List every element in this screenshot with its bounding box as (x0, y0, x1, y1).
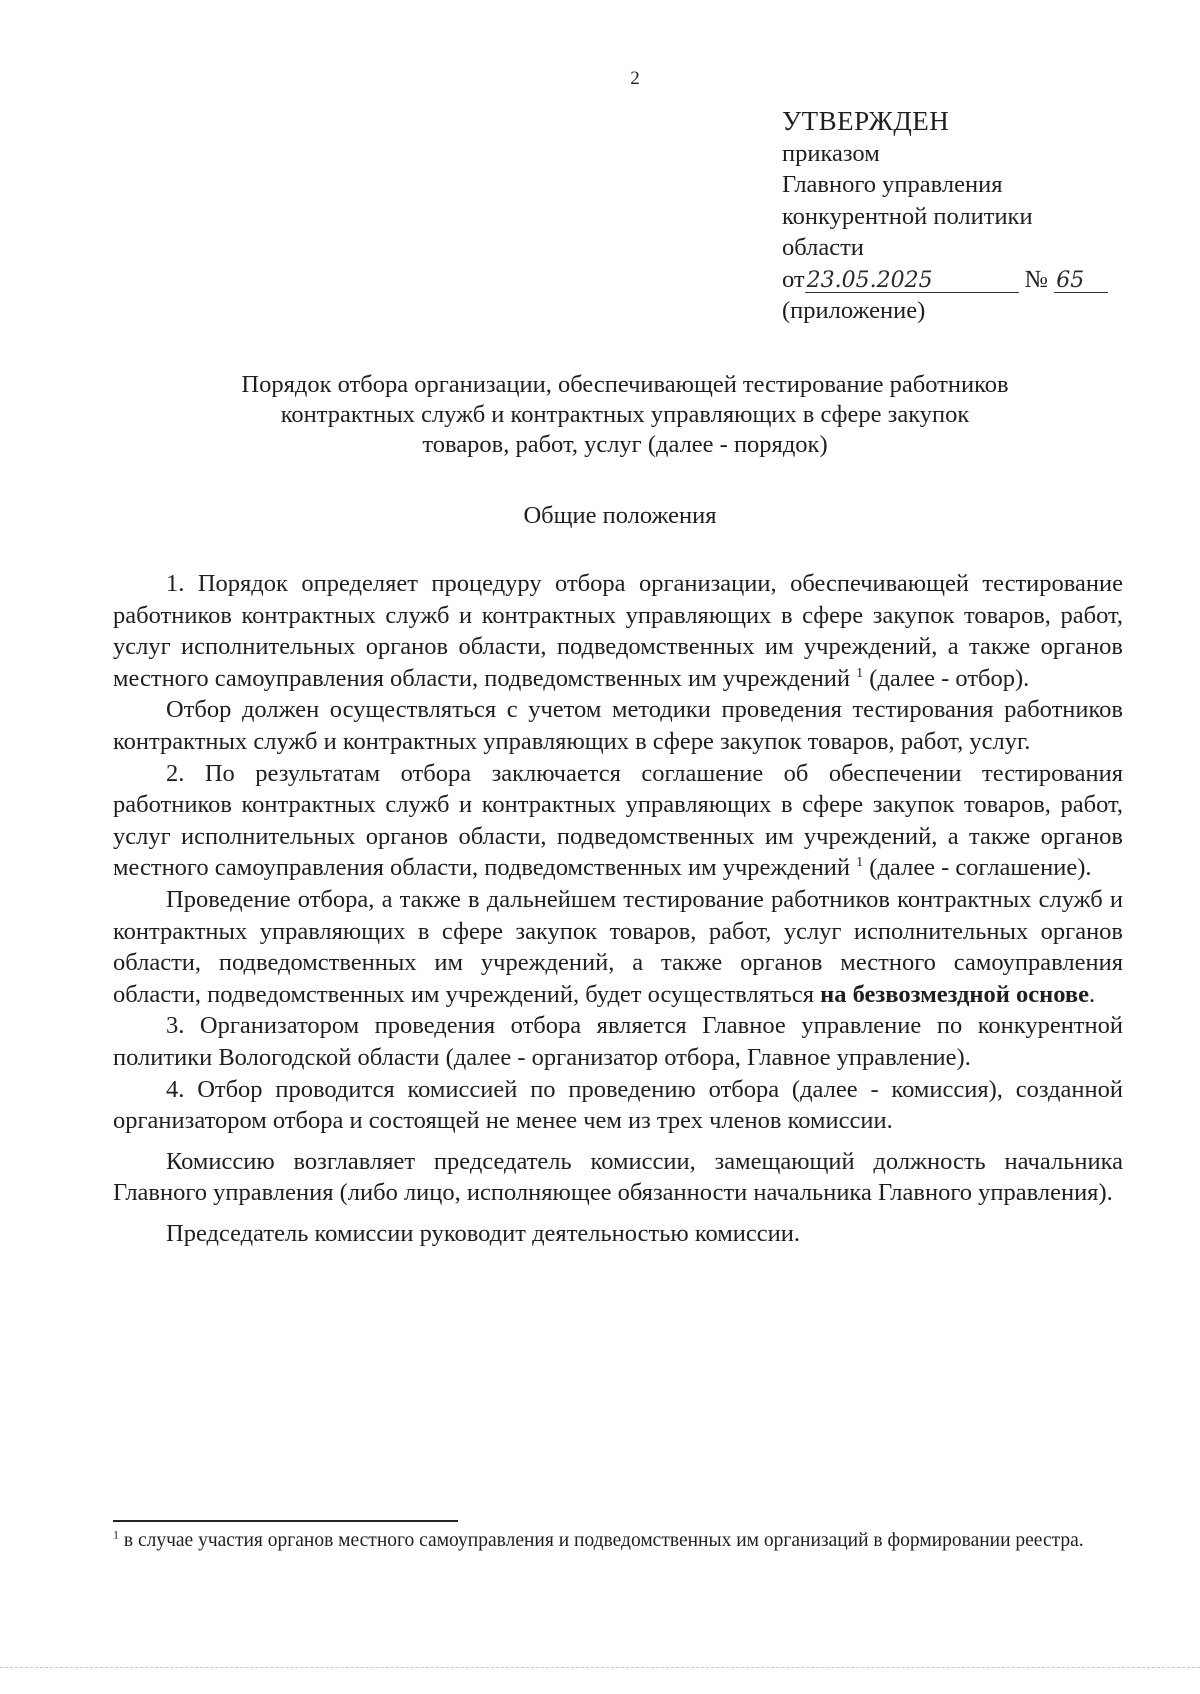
page-number: 2 (630, 68, 640, 89)
approval-heading: УТВЕРЖДЕН (782, 106, 950, 136)
paragraph-4 (113, 884, 1123, 1010)
paragraph-4-tail: . (1089, 980, 1096, 1008)
paragraph-6: 4. Отбор проводится комиссией по проведению отбора (далее - комиссия), созданной организатором отбора и состоящей не менее чем из трех членов комиссии. (113, 1075, 1123, 1135)
paragraph-8: Председатель комиссии руководит деятельностью комиссии. (166, 1219, 800, 1247)
document-title (150, 370, 1100, 460)
footnote-mark: 1 (113, 1527, 119, 1542)
approval-line-4: области (782, 234, 864, 261)
approval-appendix: (приложение) (782, 297, 926, 324)
footnote-ref: 1 (856, 665, 864, 681)
approval-line-2: Главного управления (782, 171, 1003, 198)
approval-stamp-block (782, 106, 1108, 327)
date-prefix: от (782, 265, 805, 293)
approval-date-line (782, 264, 1108, 296)
paragraph-3 (113, 758, 1123, 884)
document-body (113, 568, 1123, 1249)
paragraph-1-text: 1. Порядок определяет процедуру отбора организации, обеспечивающей тестирование работников контрактных служб и контрактных управляющих в сфере закупок товаров, работ, услуг исполнительных органов области, подведомственных им учреждений, а также органов местного самоуправления области, подведомственных им учреждений (113, 570, 1123, 692)
scan-edge-line (0, 1667, 1200, 1668)
paragraph-4-bold: на безвозмездной основе (820, 980, 1090, 1008)
handwritten-number: 65 (1054, 270, 1108, 293)
footnote-ref: 1 (856, 855, 864, 871)
paragraph-7: Комиссию возглавляет председатель комиссии, замещающий должность начальника Главного управления (либо лицо, исполняющее обязанности начальника Главного управления). (113, 1147, 1123, 1207)
approval-line-3: конкурентной политики (782, 202, 1033, 230)
approval-line-1: приказом (782, 139, 880, 167)
number-label: № (1024, 265, 1049, 293)
paragraph-5: 3. Организатором проведения отбора является Главное управление по конкурентной политики Вологодской области (далее - организатор отбора, Главное управление). (113, 1012, 1123, 1071)
footnote-divider (113, 1520, 458, 1522)
paragraph-2: Отбор должен осуществляться с учетом методики проведения тестирования работников контрактных служб и контрактных управляющих в сфере закупок товаров, работ, услуг. (113, 696, 1123, 755)
footnote-text: в случае участия органов местного самоуправления и подведомственных им организаций в формировании реестра. (119, 1530, 1084, 1551)
title-line-2: контрактных служб и контрактных управляющих в сфере закупок (280, 401, 970, 428)
paragraph-1-tail: (далее - отбор). (863, 664, 1030, 692)
handwritten-date: 23.05.2025 (805, 270, 1019, 293)
section-heading: Общие положения (523, 502, 717, 529)
footnote (113, 1527, 1113, 1554)
paragraph-3-text: 2. По результатам отбора заключается соглашение об обеспечении тестирования работников контрактных служб и контрактных управляющих в сфере закупок товаров, работ, услуг исполнительных органов области, подведомственных им учреждений, а также органов местного самоуправления области, подведомственных им учреждений (113, 759, 1123, 882)
title-line-3: товаров, работ, услуг (далее - порядок) (422, 431, 828, 458)
title-line-1: Порядок отбора организации, обеспечивающей тестирование работников (241, 371, 1009, 398)
paragraph-4-text: Проведение отбора, а также в дальнейшем тестирование работников контрактных служб и контрактных управляющих в сфере закупок товаров, работ, услуг исполнительных органов области, подведомственных им учреждений, а также органов местного самоуправления области, подведомственных им учреждений, будет осуществляться (113, 885, 1123, 1008)
paragraph-3-tail: (далее - соглашение). (863, 854, 1092, 882)
paragraph-1 (113, 568, 1123, 694)
